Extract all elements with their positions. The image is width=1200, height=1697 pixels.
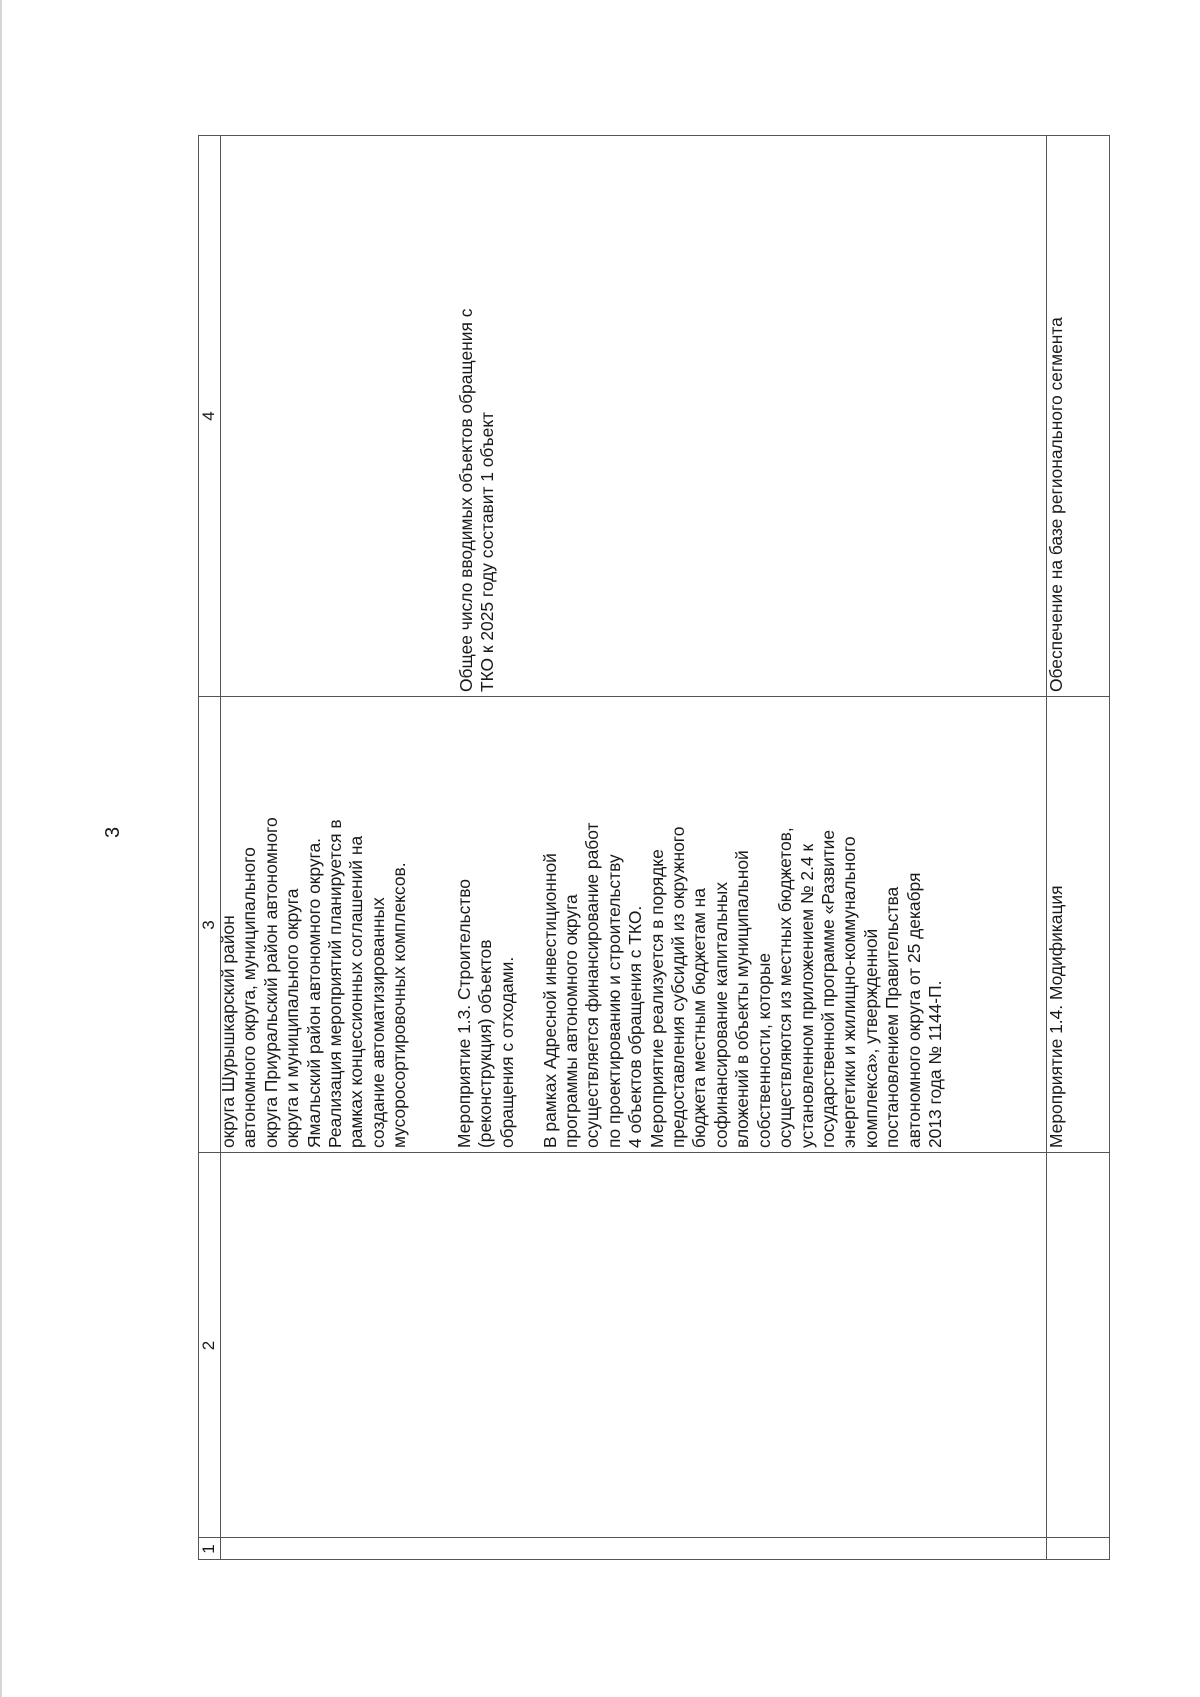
header-col-4: 4 [199,411,218,421]
page-number: 3 [102,826,124,838]
column-divider [198,696,1110,697]
row-3-col-3: Мероприятие 1.4. Модификация [1046,885,1066,1148]
header-col-3: 3 [199,920,218,930]
column-divider [198,1152,1110,1153]
row-2-col-4: Общее число вводимых объектов обращения с ТКО к 2025 году составит 1 объект [456,308,498,692]
row-2-col-3: Мероприятие 1.3. Строительство (реконструкция) объектов обращения с отходами. В рамках Адресной инвестиционной программы автономного округа осуществляется финансирование работ по проектированию и строительству 4 объектов обращения с ТКО. Мероприятие реализуется в порядке предоставления субсидий из окружного бюджета местным бюджетам на софинансирование капитальных вложений в объекты муниципальной собственности, которые осуществляются из местных бюджетов, установленном приложением № 2.4 к государственной программе «Развитие энергетики и жилищно-коммунального комплекса», утвержденной постановлением Правительства автономного округа от 25 декабря 2013 года № 1144-П. [454,822,945,1148]
row-1-col-3: округа Шурышкарский район автономного округа, муниципального округа Приуральский район автономного округа и муниципального округа Ямальский район автономного округа. Реализация мероприятий планируется в рамках концессионных соглашений на создание автоматизированных мусоросортировочных комплексов. [218,817,410,1148]
column-divider [198,1537,1110,1538]
row-3-col-4: Обеспечение на базе регионального сегмента [1046,317,1066,692]
header-col-1: 1 [199,1544,218,1554]
activities-table [198,135,1110,1560]
document-page [2,0,1200,1697]
header-col-2: 2 [199,1340,218,1351]
